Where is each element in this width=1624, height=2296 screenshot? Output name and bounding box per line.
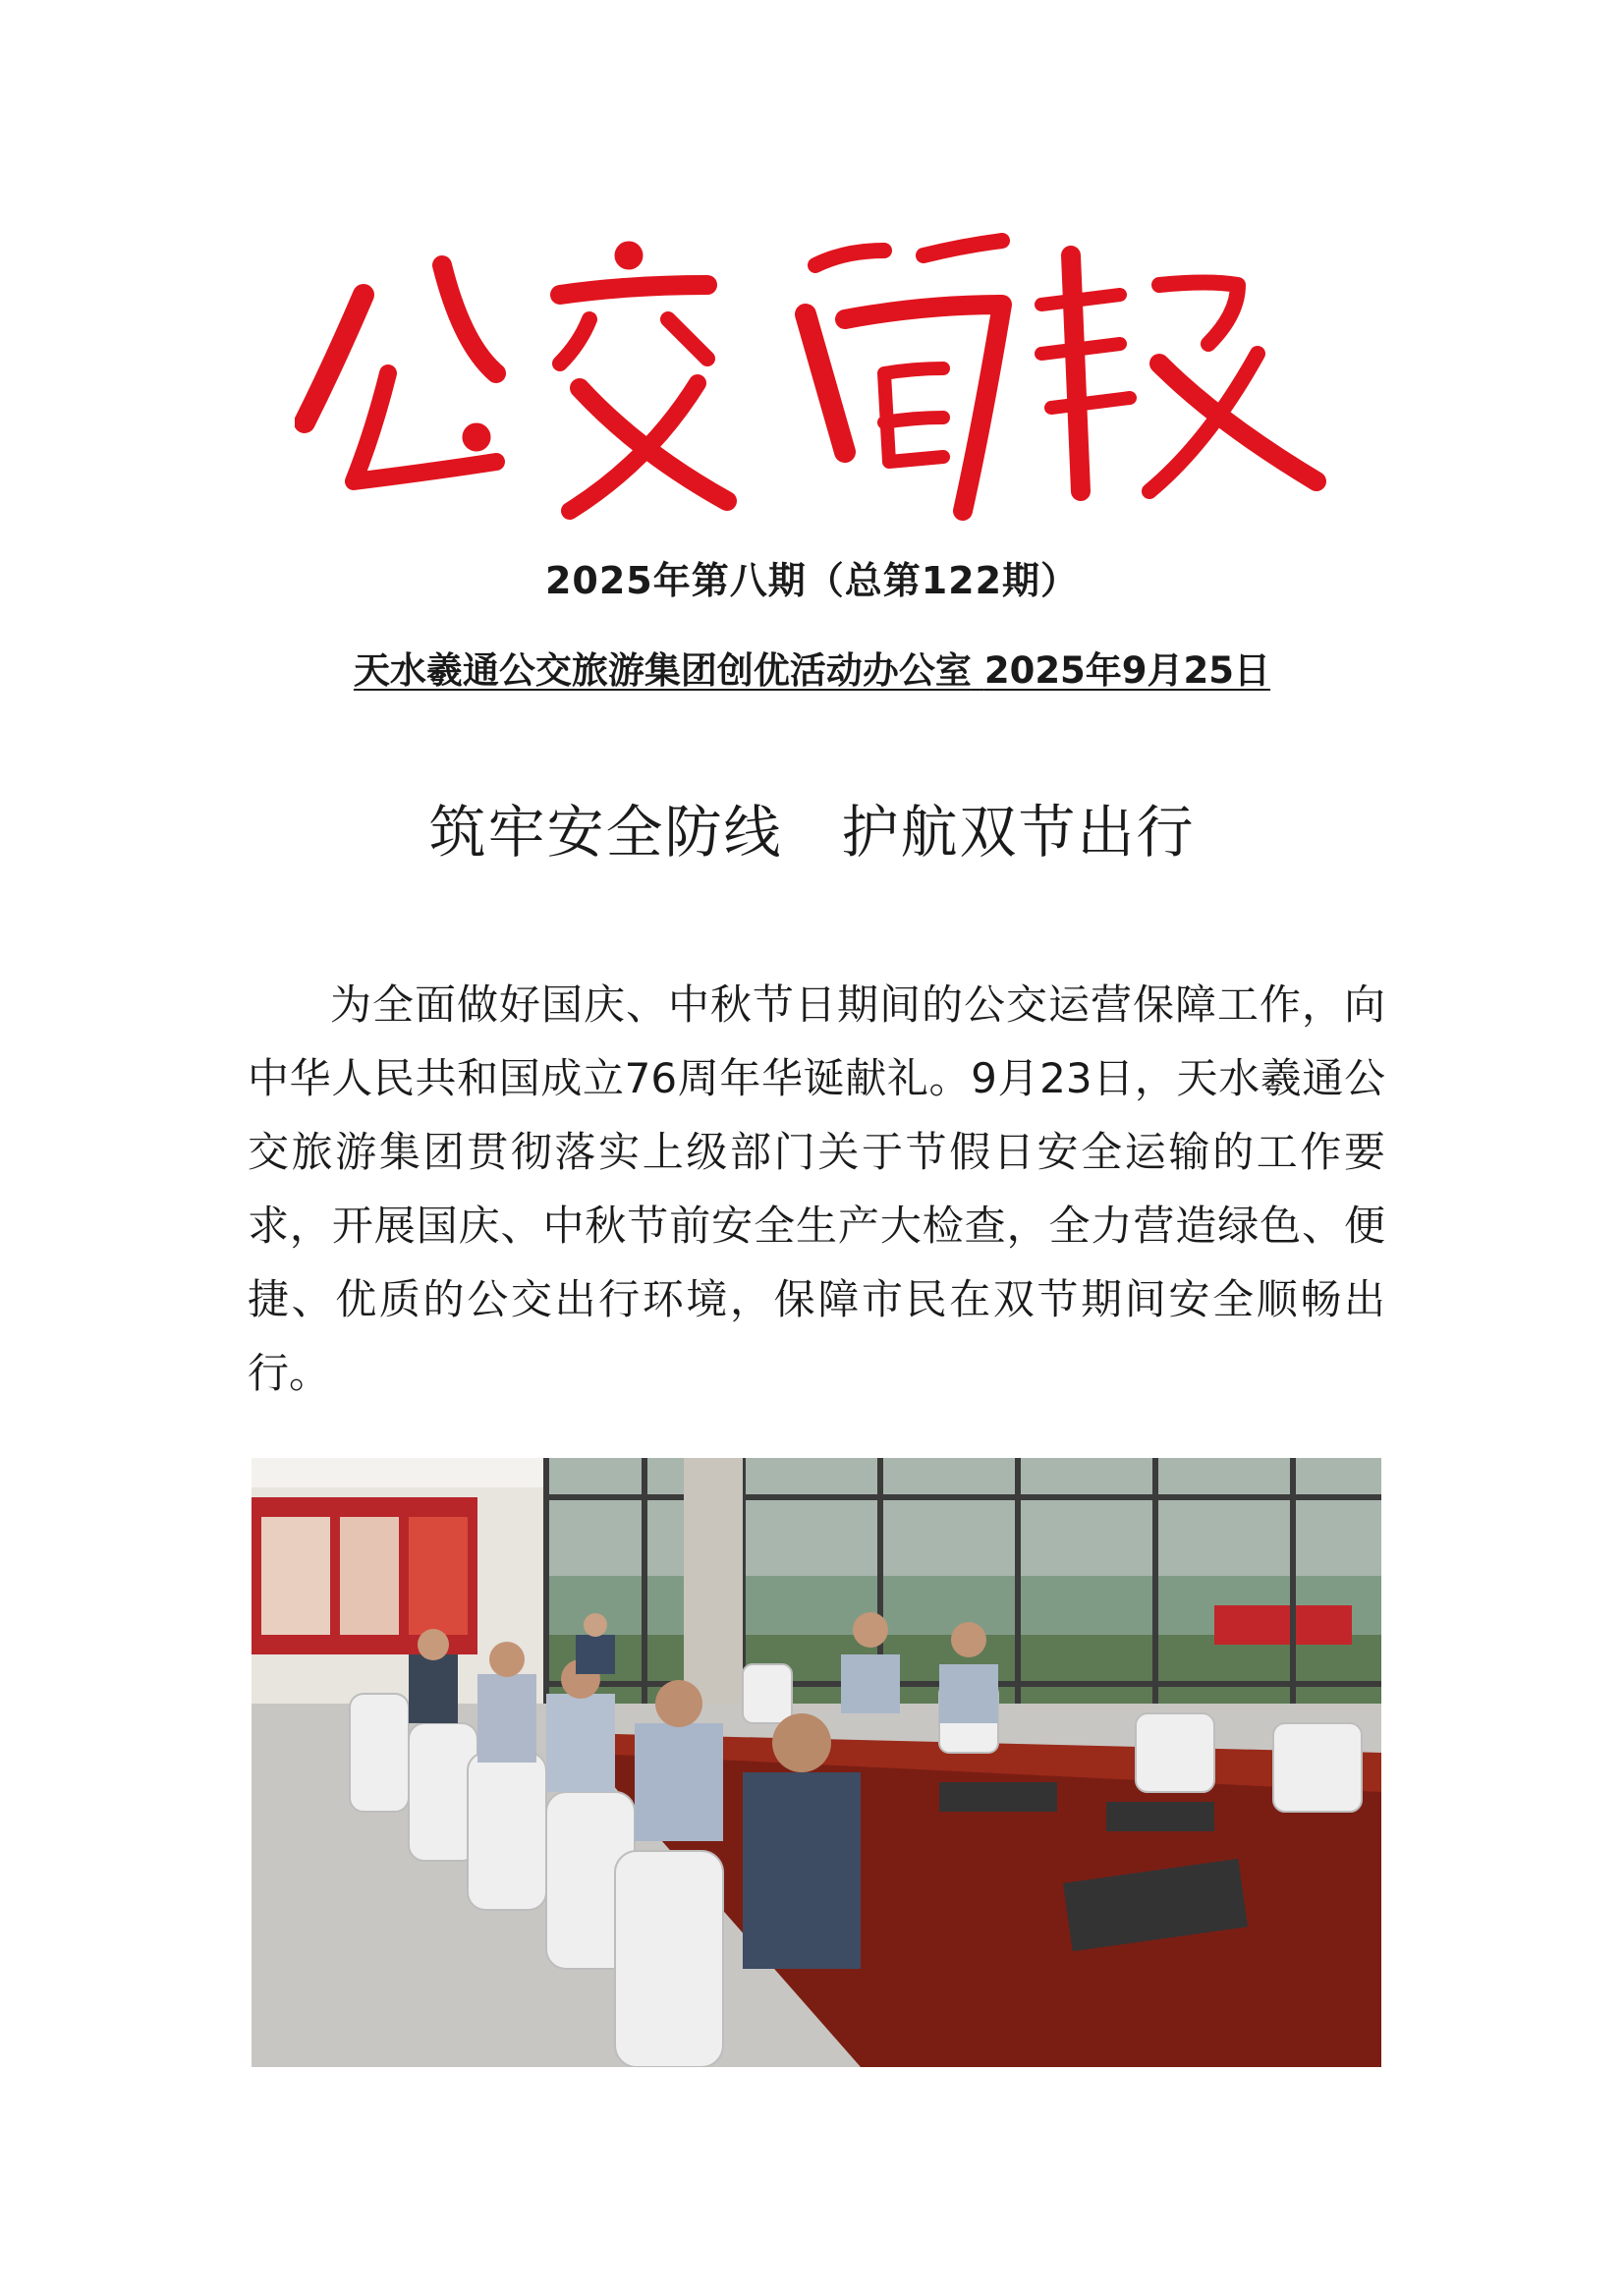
article-paragraph: 为全面做好国庆、中秋节日期间的公交运营保障工作，向中华人民共和国成立76周年华诞献礼。9月23日，天水羲通公交旅游集团贯彻落实上级部门关于节假日安全运输的工作要求，开展国庆、中秋节前安全生产大检查，全力营造绿色、便捷、优质的公交出行环境，保障市民在双节期间安全顺畅出行。 <box>248 980 1385 1397</box>
article-title-part2: 护航双节出行 <box>841 799 1196 866</box>
publisher-line <box>0 641 1624 694</box>
article-title-part1: 筑牢安全防线 <box>428 799 783 866</box>
article-title <box>0 786 1624 868</box>
meeting-room-photo <box>252 1458 1381 2067</box>
publish-date: 2025年9月25日 <box>983 649 1271 692</box>
photo-illustration <box>252 1458 1381 2067</box>
issue-number: 2025年第八期（总第122期） <box>544 559 1080 602</box>
masthead-logo <box>295 226 1336 521</box>
masthead-calligraphy <box>295 226 1336 521</box>
publisher-name: 天水羲通公交旅游集团创优活动办公室 <box>353 649 972 692</box>
